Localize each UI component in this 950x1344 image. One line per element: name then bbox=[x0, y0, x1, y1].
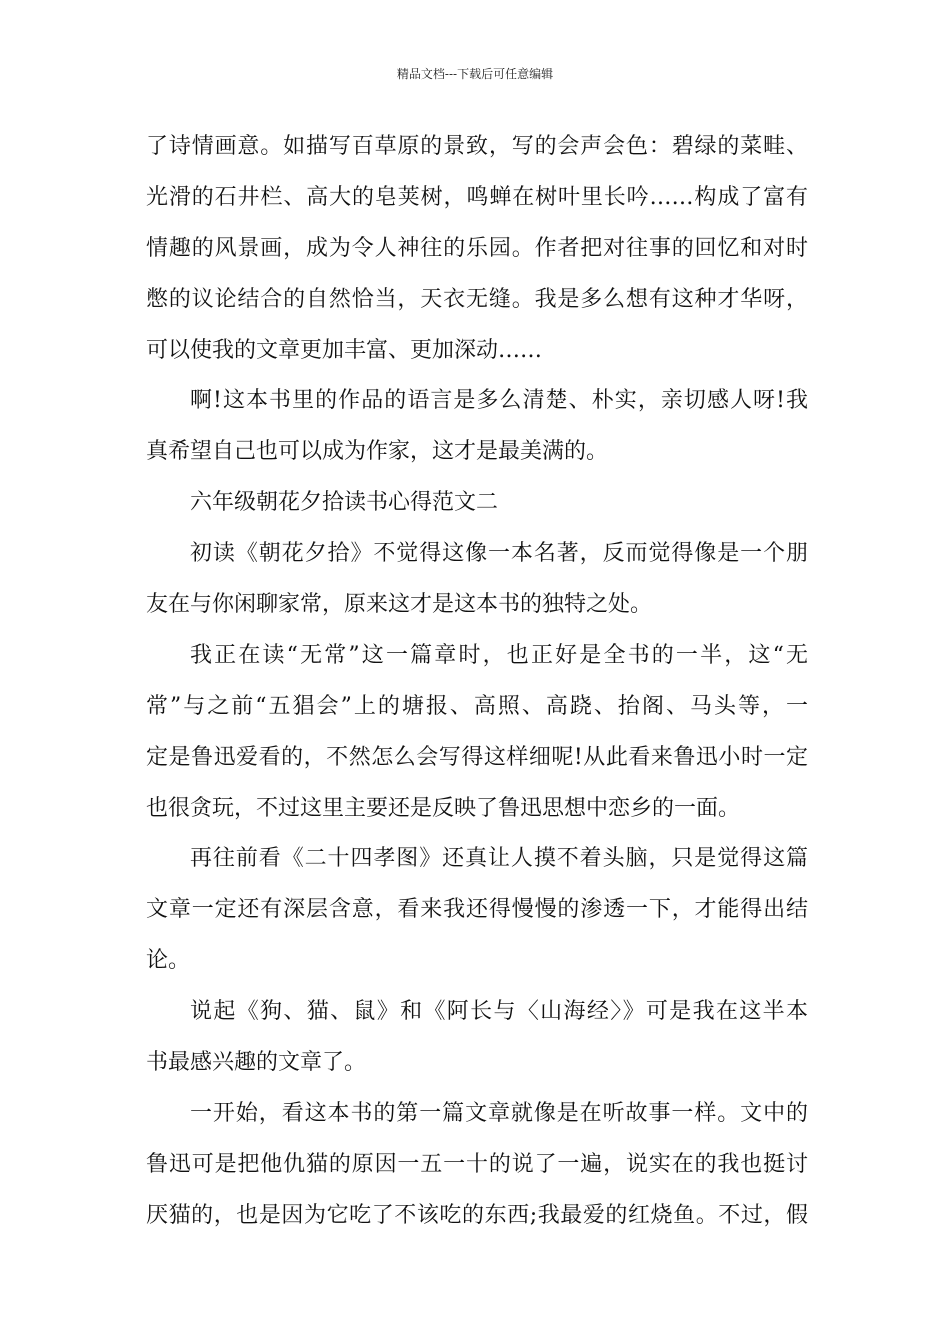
text-line: 了诗情画意。如描写百草原的景致，写的会声会色：碧绿的菜畦、 bbox=[146, 134, 808, 159]
text-line: 论。 bbox=[146, 948, 191, 974]
text-line: 书最感兴趣的文章了。 bbox=[146, 1050, 367, 1076]
body-text bbox=[146, 122, 808, 1242]
text-line: 啊!这本书里的作品的语言是多么清楚、朴实，亲切感人呀!我 bbox=[190, 388, 808, 414]
text-line: 光滑的石井栏、高大的皂荚树，鸣蝉在树叶里长吟……构成了富有 bbox=[146, 184, 808, 210]
text-line: 一开始，看这本书的第一篇文章就像是在听故事一样。文中的 bbox=[190, 1100, 808, 1126]
text-line: 也很贪玩，不过这里主要还是反映了鲁迅思想中恋乡的一面。 bbox=[146, 795, 741, 821]
text-line: 文章一定还有深层含意，看来我还得慢慢的渗透一下，才能得出结 bbox=[146, 897, 808, 923]
text-line: 友在与你闲聊家常，原来这才是这本书的独特之处。 bbox=[146, 592, 653, 618]
page-header: 精品文档---下载后可任意编辑 bbox=[396, 67, 554, 81]
text-line: 定是鲁迅爱看的，不然怎么会写得这样细呢!从此看来鲁迅小时一定 bbox=[146, 744, 808, 770]
text-line: 情趣的风景画，成为令人神往的乐园。作者把对往事的回忆和对时 bbox=[146, 235, 808, 261]
text-line: 说起《狗、猫、鼠》和《阿长与〈山海经〉》可是我在这半本 bbox=[190, 999, 808, 1025]
text-line: 常”与之前“五猖会”上的塘报、高照、高跷、抬阁、马头等，一 bbox=[146, 693, 808, 719]
text-line: 再往前看《二十四孝图》还真让人摸不着头脑，只是觉得这篇 bbox=[190, 846, 808, 872]
text-line: 初读《朝花夕拾》不觉得这像一本名著，反而觉得像是一个朋 bbox=[190, 541, 808, 567]
text-line: 鲁迅可是把他仇猫的原因一五一十的说了一遍，说实在的我也挺讨 bbox=[146, 1151, 808, 1177]
text-line: 厌猫的，也是因为它吃了不该吃的东西;我最爱的红烧鱼。不过，假 bbox=[146, 1202, 808, 1228]
text-line: 真希望自己也可以成为作家，这才是最美满的。 bbox=[146, 439, 609, 465]
text-line: 我正在读“无常”这一篇章时，也正好是全书的一半，这“无 bbox=[190, 642, 808, 668]
text-line: 憋的议论结合的自然恰当，天衣无缝。我是多么想有这种才华呀， bbox=[146, 286, 808, 312]
text-line: 可以使我的文章更加丰富、更加深动…… bbox=[146, 337, 543, 363]
text-line: 六年级朝花夕拾读书心得范文二 bbox=[190, 490, 499, 516]
